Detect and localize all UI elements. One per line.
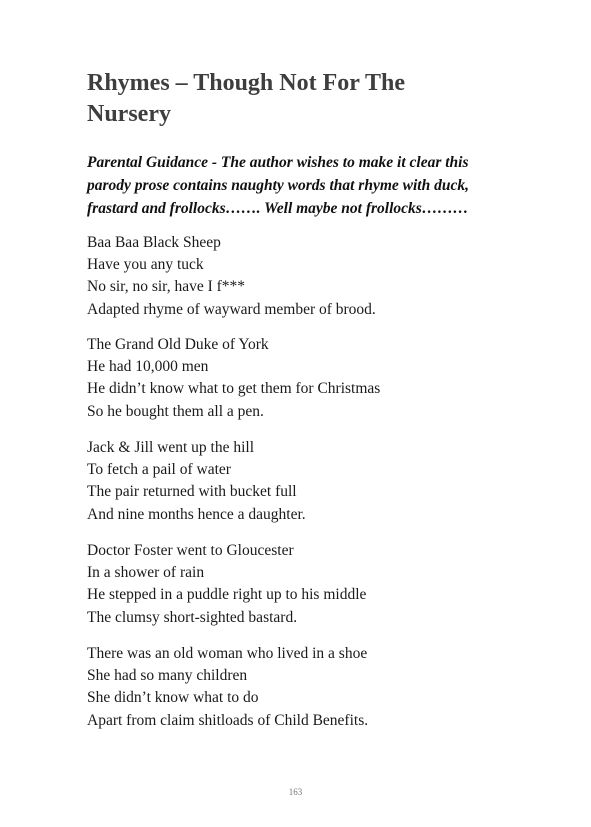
guidance-line: Parental Guidance - The author wishes to make it clear this <box>87 154 469 171</box>
stanza-old-woman-in-a-shoe <box>87 643 527 732</box>
verse-line: Baa Baa Black Sheep <box>87 234 221 251</box>
guidance-line: frastard and frollocks……. Well maybe not frollocks……… <box>87 200 469 217</box>
verse-line: Jack & Jill went up the hill <box>87 439 255 456</box>
title-line-2: Nursery <box>87 101 171 127</box>
stanza-jack-and-jill <box>87 437 527 526</box>
verse-line: He didn’t know what to get them for Christmas <box>87 380 381 398</box>
verse-line: Apart from claim shitloads of Child Benefits. <box>87 711 369 729</box>
verse-line: She didn’t know what to do <box>87 689 259 707</box>
verse-line: Adapted rhyme of wayward member of brood. <box>87 300 376 318</box>
verse-line: He had 10,000 men <box>87 358 209 376</box>
verse-line: So he bought them all a pen. <box>87 402 264 420</box>
stanza-doctor-foster <box>87 540 527 629</box>
verse-line: There was an old woman who lived in a shoe <box>87 645 368 662</box>
verse-line: The clumsy short-sighted bastard. <box>87 608 298 626</box>
guidance-line: parody prose contains naughty words that rhyme with duck, <box>87 177 469 194</box>
verse-line: And nine months hence a daughter. <box>87 505 306 523</box>
verse-line: She had so many children <box>87 667 248 685</box>
verse-line: The Grand Old Duke of York <box>87 336 269 353</box>
stanza-baa-baa-black-sheep <box>87 232 527 321</box>
verse-line: He stepped in a puddle right up to his middle <box>87 586 367 604</box>
verse-line: No sir, no sir, have I f*** <box>87 278 246 296</box>
page-number: 163 <box>288 787 303 797</box>
verse-line: The pair returned with bucket full <box>87 483 297 501</box>
verse-line: Have you any tuck <box>87 256 204 274</box>
verse-line: To fetch a pail of water <box>87 461 231 479</box>
verse-line: In a shower of rain <box>87 564 205 582</box>
verse-line: Doctor Foster went to Gloucester <box>87 542 294 559</box>
stanza-grand-old-duke-of-york <box>87 334 527 423</box>
parental-guidance-note <box>87 151 527 220</box>
title-line-1: Rhymes – Though Not For The <box>87 70 406 96</box>
page-title <box>87 68 527 130</box>
